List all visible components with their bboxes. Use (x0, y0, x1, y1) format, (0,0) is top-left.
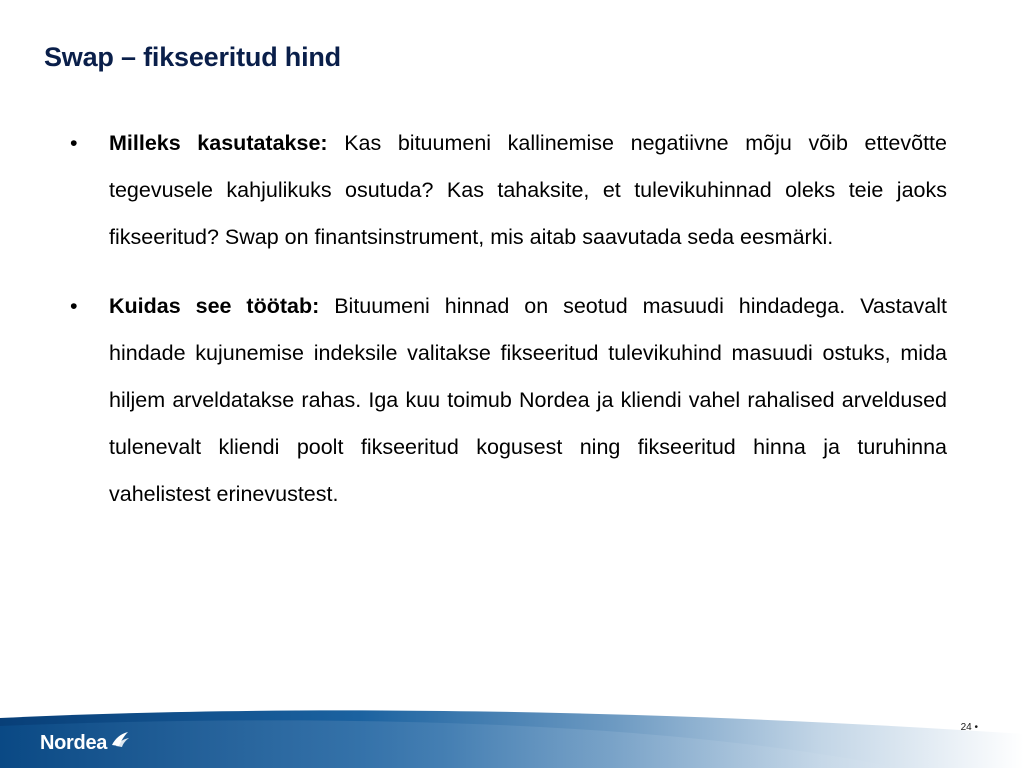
bullet-lead: Kuidas see töötab: (109, 294, 320, 318)
footer-band (0, 700, 1024, 768)
bullet-text: Kas bituumeni kallinemise negatiivne mõju võib ettevõtte tegevusele kahjulikuks osutuda? Kas tahaksite, et tulevikuhinnad oleks teie jaoks fikseeritud? Swap on finantsinstrument, mis aitab saavutada seda eesmärki. (109, 131, 947, 249)
bullet-text: Bituumeni hinnad on seotud masuudi hindadega. Vastavalt hindade kujunemise indeksile valitakse fikseeritud tulevikuhind masuudi ostuks, mida hiljem arveldatakse rahas. Iga kuu toimub Nordea ja kliendi vahel rahalised arveldused tulenevalt kliendi poolt fikseeritud kogusest ning fikseeritud hinna ja turuhinna vahelistest erinevustest. (109, 294, 947, 506)
nordea-logo (40, 732, 130, 755)
bullet-item-how-it-works (70, 283, 947, 518)
nordea-sail-icon (110, 731, 130, 747)
bullet-item-usage (70, 120, 947, 261)
bullet-marker: • (70, 294, 78, 318)
bullet-lead: Milleks kasutatakse: (109, 131, 328, 155)
slide-title: Swap – fikseeritud hind (44, 42, 341, 72)
bullet-list (70, 120, 947, 540)
page-number: 24 • (960, 722, 978, 733)
bullet-marker: • (70, 131, 78, 155)
logo-text: Nordea (40, 732, 108, 754)
